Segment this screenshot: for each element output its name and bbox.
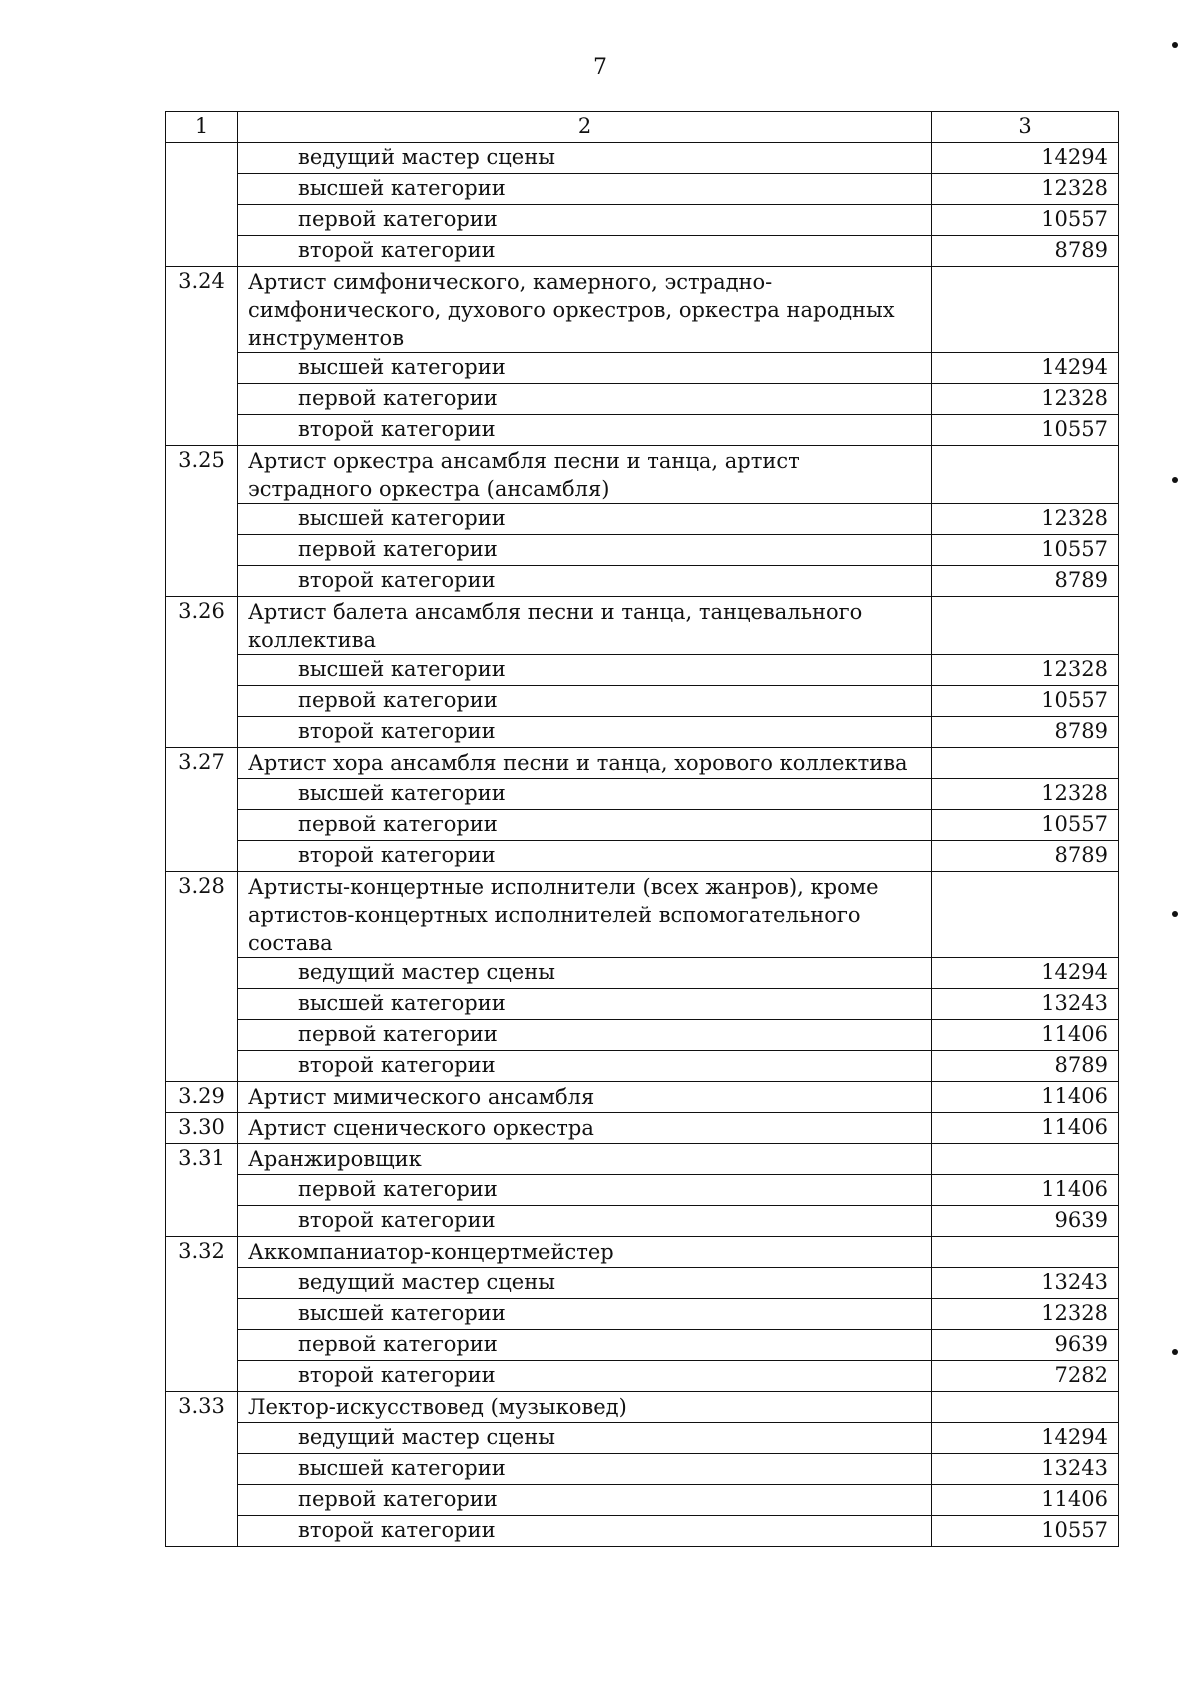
category-label: первой категории [238,384,932,415]
category-label: высшей категории [238,353,932,384]
salary-value [932,748,1119,779]
table-row [166,174,1119,205]
category-label: первой категории [238,1175,932,1206]
salary-value: 12328 [932,779,1119,810]
category-label: первой категории [238,1485,932,1516]
category-label: второй категории [238,1361,932,1392]
table-row [166,1051,1119,1082]
table-row [166,415,1119,446]
salary-value: 8789 [932,566,1119,597]
category-label: высшей категории [238,1299,932,1330]
table-row [166,1082,1119,1113]
margin-dot-mark [1172,477,1178,483]
table-row [166,958,1119,989]
salary-value [932,1237,1119,1268]
table-row [166,1268,1119,1299]
category-label: высшей категории [238,989,932,1020]
table-row [166,535,1119,566]
table-row [166,566,1119,597]
salary-value: 11406 [932,1020,1119,1051]
table-row [166,989,1119,1020]
table-row [166,655,1119,686]
item-number [166,143,238,267]
column-header: 3 [932,112,1119,143]
salary-value: 11406 [932,1113,1119,1144]
salary-value: 14294 [932,958,1119,989]
salary-value: 10557 [932,205,1119,236]
salary-value: 12328 [932,384,1119,415]
table-row [166,1237,1119,1268]
position-title: Аранжировщик [238,1144,932,1175]
salary-value: 14294 [932,1423,1119,1454]
category-label: ведущий мастер сцены [238,143,932,174]
category-label: высшей категории [238,655,932,686]
category-label: второй категории [238,566,932,597]
salary-value: 9639 [932,1206,1119,1237]
category-label: первой категории [238,810,932,841]
salary-value [932,446,1119,504]
position-title: Артист мимического ансамбля [238,1082,932,1113]
table-row [166,205,1119,236]
table-row [166,236,1119,267]
position-title: Артист оркестра ансамбля песни и танца, артист эстрадного оркестра (ансамбля) [238,446,932,504]
salary-value: 11406 [932,1485,1119,1516]
table-row [166,143,1119,174]
salary-value: 8789 [932,236,1119,267]
category-label: ведущий мастер сцены [238,1268,932,1299]
position-title: Лектор-искусствовед (музыковед) [238,1392,932,1423]
margin-dot-mark [1172,911,1178,917]
salary-value: 13243 [932,1454,1119,1485]
table-row [166,1392,1119,1423]
table-row [166,1361,1119,1392]
table-row [166,597,1119,655]
table-row [166,353,1119,384]
salary-value [932,872,1119,958]
table-row [166,1206,1119,1237]
table-row [166,1113,1119,1144]
salary-value: 12328 [932,504,1119,535]
table-row [166,872,1119,958]
salary-value [932,597,1119,655]
category-label: второй категории [238,1051,932,1082]
salary-table [165,111,1119,1547]
table-row [166,504,1119,535]
category-label: второй категории [238,1206,932,1237]
salary-value: 12328 [932,1299,1119,1330]
salary-value: 10557 [932,686,1119,717]
category-label: второй категории [238,415,932,446]
category-label: высшей категории [238,174,932,205]
salary-value: 8789 [932,841,1119,872]
category-label: первой категории [238,205,932,236]
salary-value: 10557 [932,1516,1119,1547]
table-row [166,1423,1119,1454]
salary-value [932,1392,1119,1423]
category-label: второй категории [238,717,932,748]
table-row [166,1299,1119,1330]
position-title: Артисты-концертные исполнители (всех жанров), кроме артистов-концертных исполнителей вспомогательного состава [238,872,932,958]
item-number: 3.27 [166,748,238,872]
table-row [166,717,1119,748]
category-label: первой категории [238,686,932,717]
salary-value: 8789 [932,717,1119,748]
item-number: 3.25 [166,446,238,597]
table-row [166,841,1119,872]
salary-value: 10557 [932,535,1119,566]
category-label: высшей категории [238,504,932,535]
position-title: Артист симфонического, камерного, эстрадно-симфонического, духового оркестров, оркестра народных инструментов [238,267,932,353]
category-label: первой категории [238,1330,932,1361]
table-row [166,748,1119,779]
table-row [166,779,1119,810]
item-number: 3.33 [166,1392,238,1547]
salary-value: 14294 [932,353,1119,384]
position-title: Артист сценического оркестра [238,1113,932,1144]
table-row [166,1020,1119,1051]
salary-value: 11406 [932,1082,1119,1113]
salary-value: 11406 [932,1175,1119,1206]
table-row [166,267,1119,353]
table-row [166,1144,1119,1175]
item-number: 3.31 [166,1144,238,1237]
table-row [166,810,1119,841]
salary-value: 9639 [932,1330,1119,1361]
table-row [166,686,1119,717]
salary-value [932,267,1119,353]
category-label: первой категории [238,1020,932,1051]
margin-dot-mark [1172,1349,1178,1355]
table-row [166,1175,1119,1206]
item-number: 3.28 [166,872,238,1082]
category-label: высшей категории [238,1454,932,1485]
item-number: 3.26 [166,597,238,748]
category-label: высшей категории [238,779,932,810]
item-number: 3.29 [166,1082,238,1113]
item-number: 3.30 [166,1113,238,1144]
salary-table-body [166,112,1119,1547]
table-row [166,1454,1119,1485]
salary-value: 10557 [932,810,1119,841]
category-label: второй категории [238,841,932,872]
item-number: 3.24 [166,267,238,446]
item-number: 3.32 [166,1237,238,1392]
salary-value: 13243 [932,1268,1119,1299]
category-label: ведущий мастер сцены [238,958,932,989]
page-number: 7 [593,55,607,80]
category-label: ведущий мастер сцены [238,1423,932,1454]
table-row [166,1330,1119,1361]
table-row [166,384,1119,415]
category-label: первой категории [238,535,932,566]
column-header: 1 [166,112,238,143]
table-row [166,1485,1119,1516]
column-header: 2 [238,112,932,143]
position-title: Артист хора ансамбля песни и танца, хорового коллектива [238,748,932,779]
table-row [166,446,1119,504]
salary-value: 12328 [932,655,1119,686]
salary-value [932,1144,1119,1175]
salary-value: 10557 [932,415,1119,446]
table-row [166,1516,1119,1547]
category-label: второй категории [238,1516,932,1547]
category-label: второй категории [238,236,932,267]
table-header-row [166,112,1119,143]
salary-value: 14294 [932,143,1119,174]
salary-value: 12328 [932,174,1119,205]
margin-dot-mark [1172,42,1178,48]
salary-value: 13243 [932,989,1119,1020]
salary-value: 8789 [932,1051,1119,1082]
salary-value: 7282 [932,1361,1119,1392]
position-title: Аккомпаниатор-концертмейстер [238,1237,932,1268]
position-title: Артист балета ансамбля песни и танца, танцевального коллектива [238,597,932,655]
